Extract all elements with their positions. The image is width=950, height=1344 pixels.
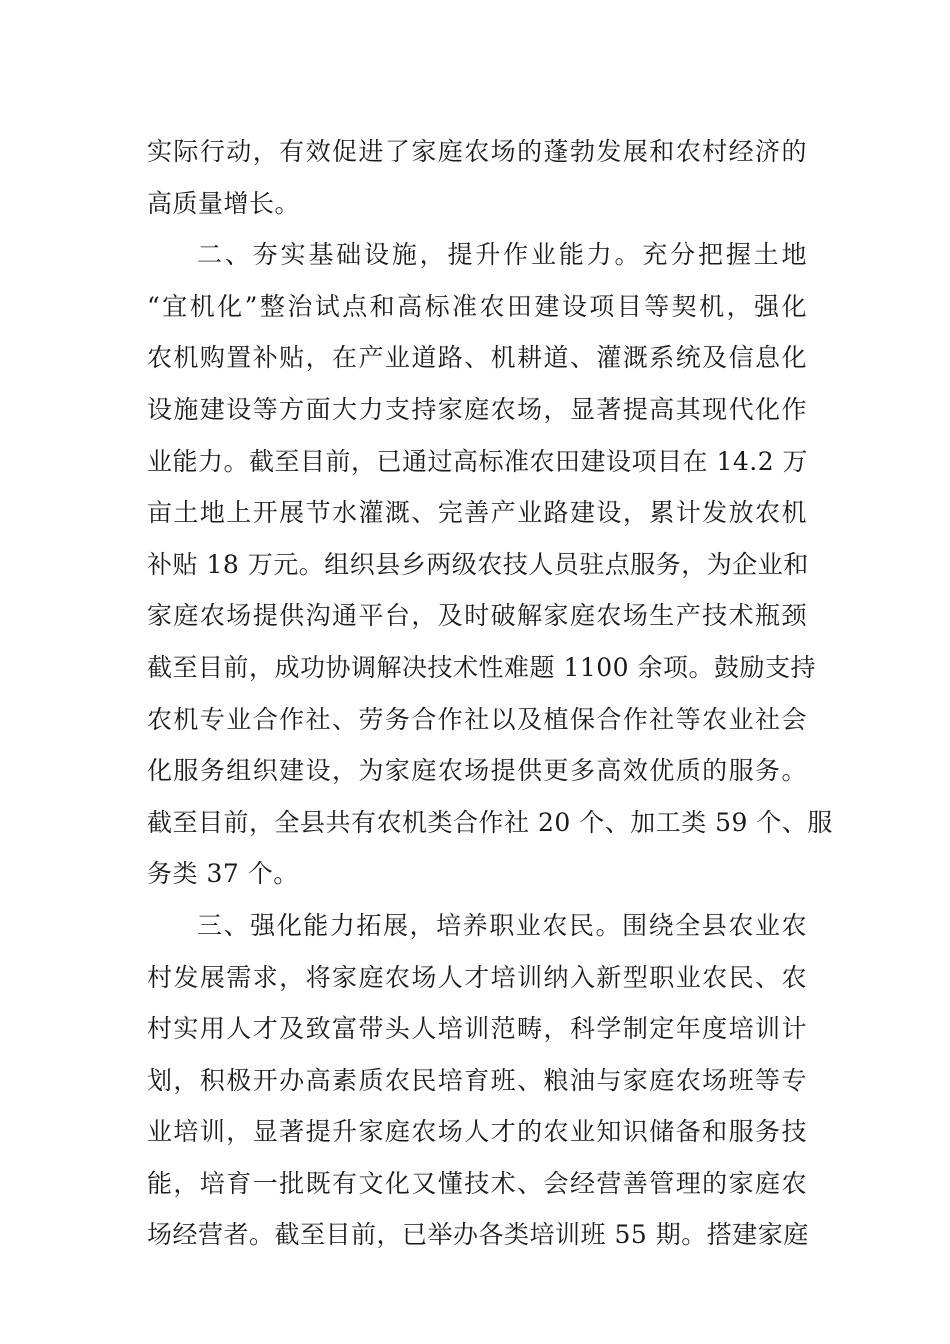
text-line: 农机购置补贴，在产业道路、机耕道、灌溉系统及信息化: [147, 343, 807, 373]
text-line: 业培训，显著提升家庭农场人才的农业知识储备和服务技: [147, 1117, 807, 1147]
text-line: 村实用人才及致富带头人培训范畴，科学制定年度培训计: [147, 1014, 807, 1044]
text-line: 截至目前，成功协调解决技术性难题 1100 余项。鼓励支持: [147, 652, 817, 682]
text-line: 家庭农场提供沟通平台，及时破解家庭农场生产技术瓶颈: [147, 601, 807, 631]
text-line: 设施建设等方面大力支持家庭农场，显著提高其现代化作: [147, 394, 807, 424]
text-line: 化服务组织建设，为家庭农场提供更多高效优质的服务。: [147, 756, 807, 786]
text-line: 农机专业合作社、劳务合作社以及植保合作社等农业社会: [147, 704, 807, 734]
text-line: 划，积极开办高素质农民培育班、粮油与家庭农场班等专: [147, 1065, 807, 1095]
text-line: 实际行动，有效促进了家庭农场的蓬勃发展和农村经济的: [147, 137, 807, 166]
text-line: 二、夯实基础设施，提升作业能力。充分把握土地: [197, 240, 807, 270]
text-line: 能，培育一批既有文化又懂技术、会经营善管理的家庭农: [147, 1168, 807, 1198]
text-line: 业能力。截至目前，已通过高标准农田建设项目在 14.2 万: [147, 446, 809, 476]
text-line: 务类 37 个。: [147, 859, 299, 889]
text-line: 高质量增长。: [147, 188, 301, 218]
text-line: 三、强化能力拓展，培养职业农民。围绕全县农业农: [197, 910, 807, 940]
text-line: 场经营者。截至目前，已举办各类培训班 55 期。搭建家庭: [147, 1220, 809, 1250]
text-line: 村发展需求，将家庭农场人才培训纳入新型职业农民、农: [147, 962, 807, 992]
text-line: 亩土地上开展节水灌溉、完善产业路建设，累计发放农机: [147, 498, 807, 528]
document-body: [147, 126, 833, 1261]
text-line: “宜机化”整治试点和高标准农田建设项目等契机，强化: [147, 291, 807, 321]
text-line: 补贴 18 万元。组织县乡两级农技人员驻点服务，为企业和: [147, 549, 809, 579]
text-line: 截至目前，全县共有农机类合作社 20 个、加工类 59 个、服: [147, 807, 833, 837]
